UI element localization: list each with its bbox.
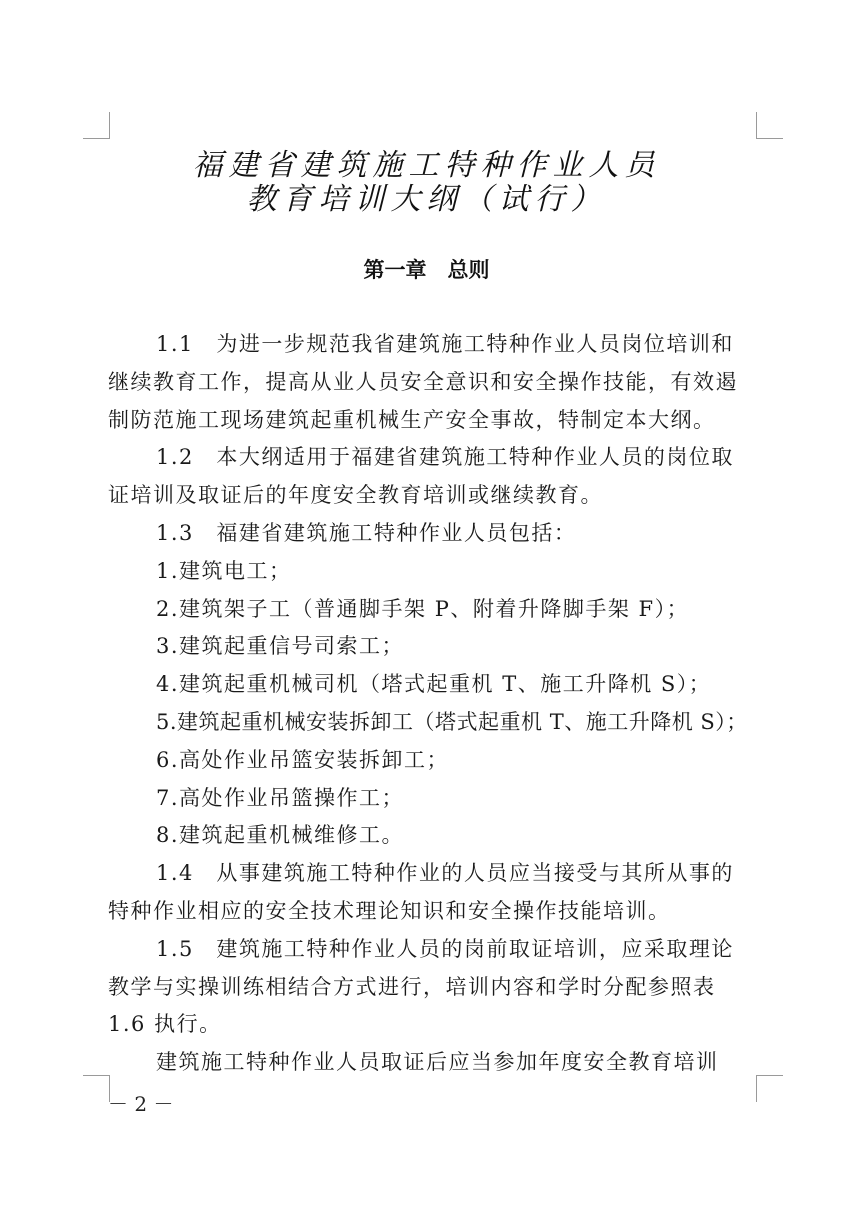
paragraph-line: 1.1 为进一步规范我省建筑施工特种作业人员岗位培训和: [156, 332, 734, 356]
paragraph-line: 1.3 福建省建筑施工特种作业人员包括：: [156, 520, 577, 545]
paragraph-line: 1.2 本大纲适用于福建省建筑施工特种作业人员的岗位取: [156, 445, 734, 470]
document-title-line-1: 福建省建筑施工特种作业人员: [192, 148, 661, 183]
crop-mark-top-right: [756, 112, 783, 139]
paragraph-line: 1.4 从事建筑施工特种作业的人员应当接受与其所从事的: [156, 861, 734, 886]
paragraph-line: 制防范施工现场建筑起重机械生产安全事故，特制定本大纲。: [108, 407, 716, 432]
paragraph-line: 证培训及取证后的年度安全教育培训或继续教育。: [108, 483, 603, 508]
paragraph-line: 教学与实操训练相结合方式进行，培训内容和学时分配参照表: [108, 974, 716, 999]
paragraph-line: 1.5 建筑施工特种作业人员的岗前取证培训，应采取理论: [156, 936, 734, 961]
crop-mark-bottom-left: [83, 1075, 110, 1102]
chapter-heading: 第一章 总则: [363, 258, 490, 282]
crop-mark-top-left: [83, 112, 110, 139]
document-title-line-2: 教育培训大纲（试行）: [246, 182, 607, 217]
crop-mark-bottom-right: [756, 1075, 783, 1102]
paragraph-line: 1.6 执行。: [108, 1012, 222, 1037]
list-item: 6.高处作业吊篮安装拆卸工；: [156, 747, 450, 772]
list-item: 3.建筑起重信号司索工；: [156, 634, 405, 659]
list-item: 4.建筑起重机械司机（塔式起重机 T、施工升降机 S）；: [156, 672, 712, 697]
list-item: 7.高处作业吊篮操作工；: [156, 785, 405, 810]
list-item: 2.建筑架子工（普通脚手架 P、附着升降脚手架 F）；: [156, 596, 690, 621]
paragraph-line: 继续教育工作，提高从业人员安全意识和安全操作技能，有效遏: [108, 369, 738, 394]
list-item: 8.建筑起重机械维修工。: [156, 823, 405, 848]
paragraph-line: 建筑施工特种作业人员取证后应当参加年度安全教育培训: [156, 1050, 719, 1075]
paragraph-line: 特种作业相应的安全技术理论知识和安全操作技能培训。: [108, 898, 671, 923]
list-item: 5.建筑起重机械安装拆卸工（塔式起重机 T、施工升降机 S）；: [156, 709, 748, 734]
list-item: 1.建筑电工；: [156, 558, 292, 583]
body-text: [108, 326, 756, 1082]
page-number: － 2 －: [108, 1092, 174, 1116]
